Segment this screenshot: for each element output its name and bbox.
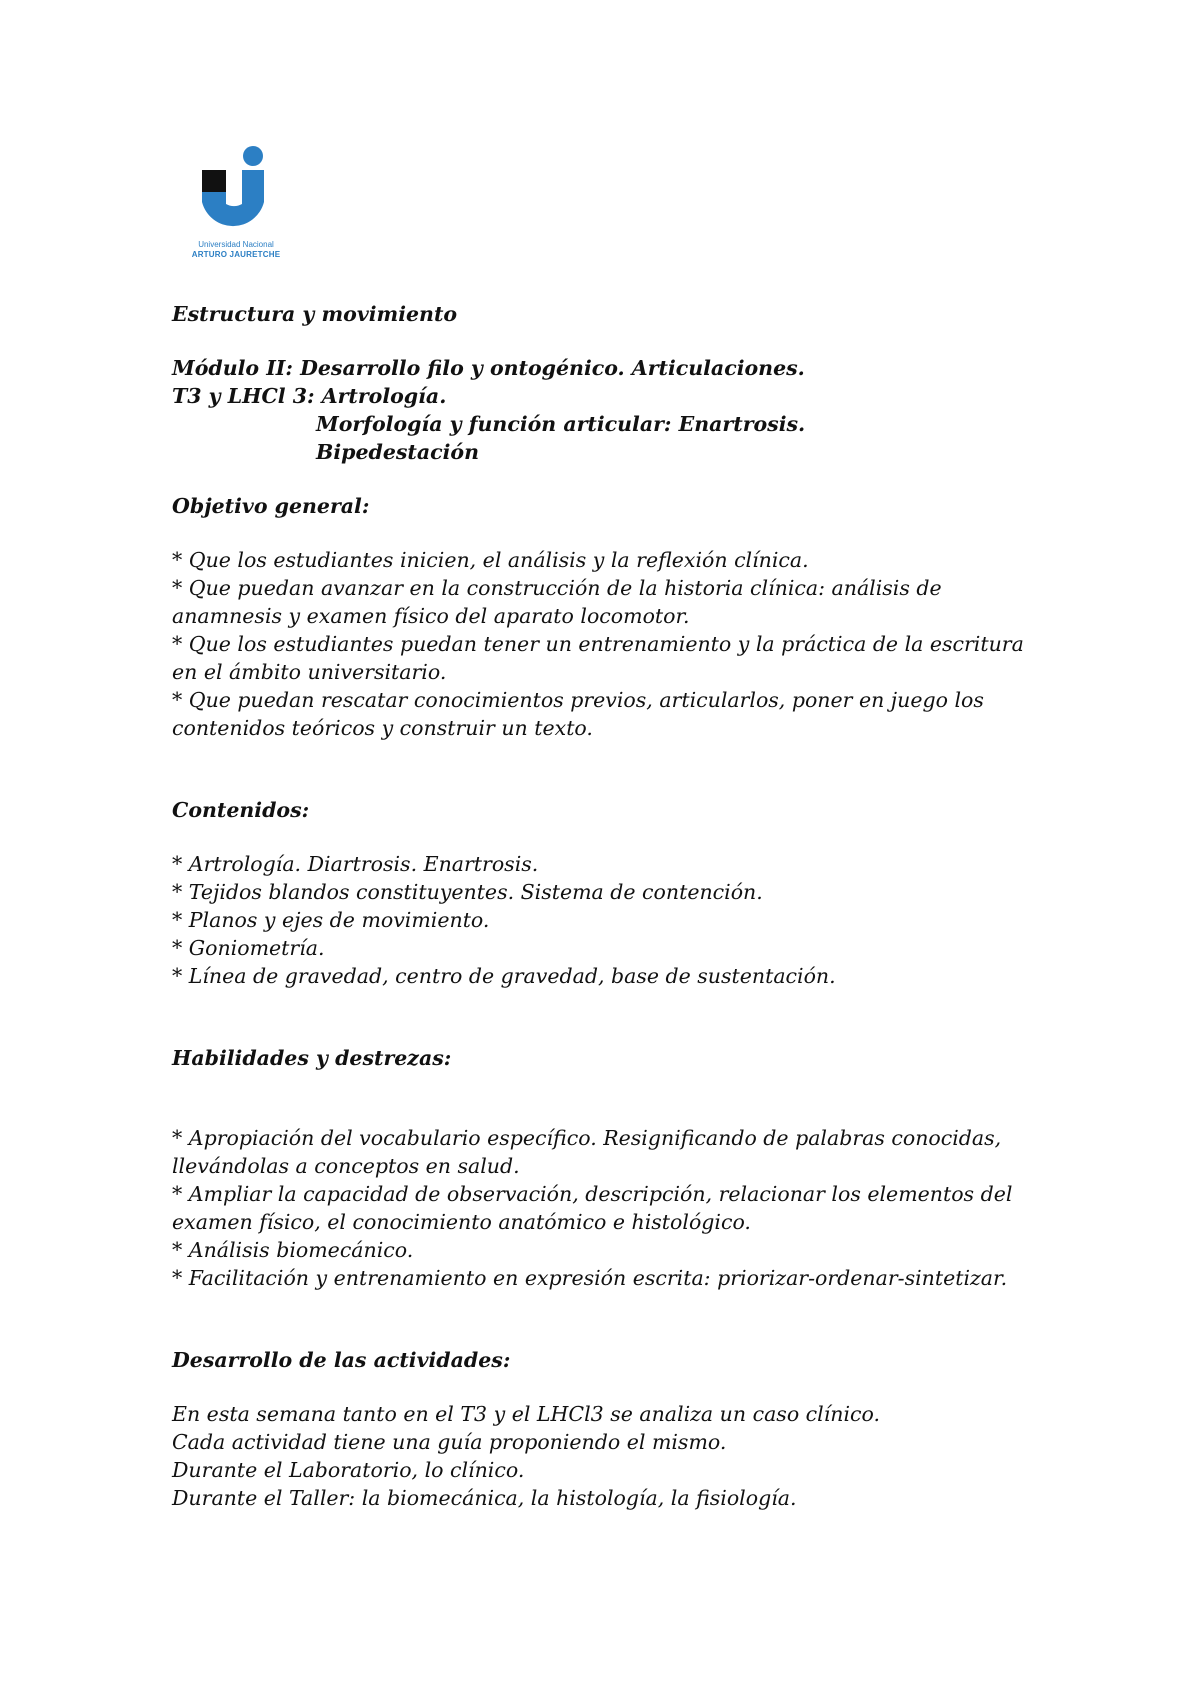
desarrollo-line: Cada actividad tiene una guía proponiendo el mismo. [172, 1430, 727, 1454]
module-line-3: Morfología y función articular: Enartrosis. [316, 412, 806, 436]
module-line-4: Bipedestación [316, 440, 480, 464]
logo-university-name: ARTURO JAURETCHE [191, 250, 281, 259]
desarrollo-line: Durante el Laboratorio, lo clínico. [172, 1458, 525, 1482]
university-logo-icon [176, 140, 296, 240]
objetivo-item: * Que los estudiantes puedan tener un entrenamiento y la práctica de la escritura en el ámbito universitario. [172, 632, 1024, 684]
desarrollo-line: Durante el Taller: la biomecánica, la histología, la fisiología. [172, 1486, 797, 1510]
contenidos-item: * Artrología. Diartrosis. Enartrosis. [172, 852, 539, 876]
habilidades-item: * Análisis biomecánico. [172, 1238, 414, 1262]
module-line-1: Módulo II: Desarrollo filo y ontogénico. Articulaciones. [172, 356, 805, 380]
university-logo [176, 140, 296, 260]
contenidos-item: * Tejidos blandos constituyentes. Sistema de contención. [172, 880, 763, 904]
objetivo-item: * Que puedan rescatar conocimientos previos, articularlos, poner en juego los contenidos teóricos y construir un texto. [172, 688, 984, 740]
contenidos-heading: Contenidos: [172, 798, 310, 822]
objetivo-item: * Que puedan avanzar en la construcción de la historia clínica: análisis de anamnesis y examen físico del aparato locomotor. [172, 576, 942, 628]
contenidos-item: * Planos y ejes de movimiento. [172, 908, 490, 932]
contenidos-item: * Línea de gravedad, centro de gravedad, base de sustentación. [172, 964, 836, 988]
desarrollo-heading: Desarrollo de las actividades: [172, 1348, 511, 1372]
habilidades-heading: Habilidades y destrezas: [172, 1046, 452, 1070]
document-title: Estructura y movimiento [172, 302, 458, 326]
document-body [172, 300, 1052, 1512]
module-line-2: T3 y LHCl 3: Artrología. [172, 384, 447, 408]
habilidades-item: * Ampliar la capacidad de observación, descripción, relacionar los elementos del examen físico, el conocimiento anatómico e histológico. [172, 1182, 1013, 1234]
objetivo-heading: Objetivo general: [172, 494, 370, 518]
desarrollo-line: En esta semana tanto en el T3 y el LHCl3 se analiza un caso clínico. [172, 1402, 881, 1426]
logo-university-label: Universidad Nacional [198, 240, 274, 249]
habilidades-item: * Facilitación y entrenamiento en expresión escrita: priorizar-ordenar-sintetizar. [172, 1266, 1008, 1290]
objetivo-item: * Que los estudiantes inicien, el análisis y la reflexión clínica. [172, 548, 809, 572]
contenidos-item: * Goniometría. [172, 936, 325, 960]
habilidades-item: * Apropiación del vocabulario específico. Resignificando de palabras conocidas, llevándolas a conceptos en salud. [172, 1126, 1002, 1178]
